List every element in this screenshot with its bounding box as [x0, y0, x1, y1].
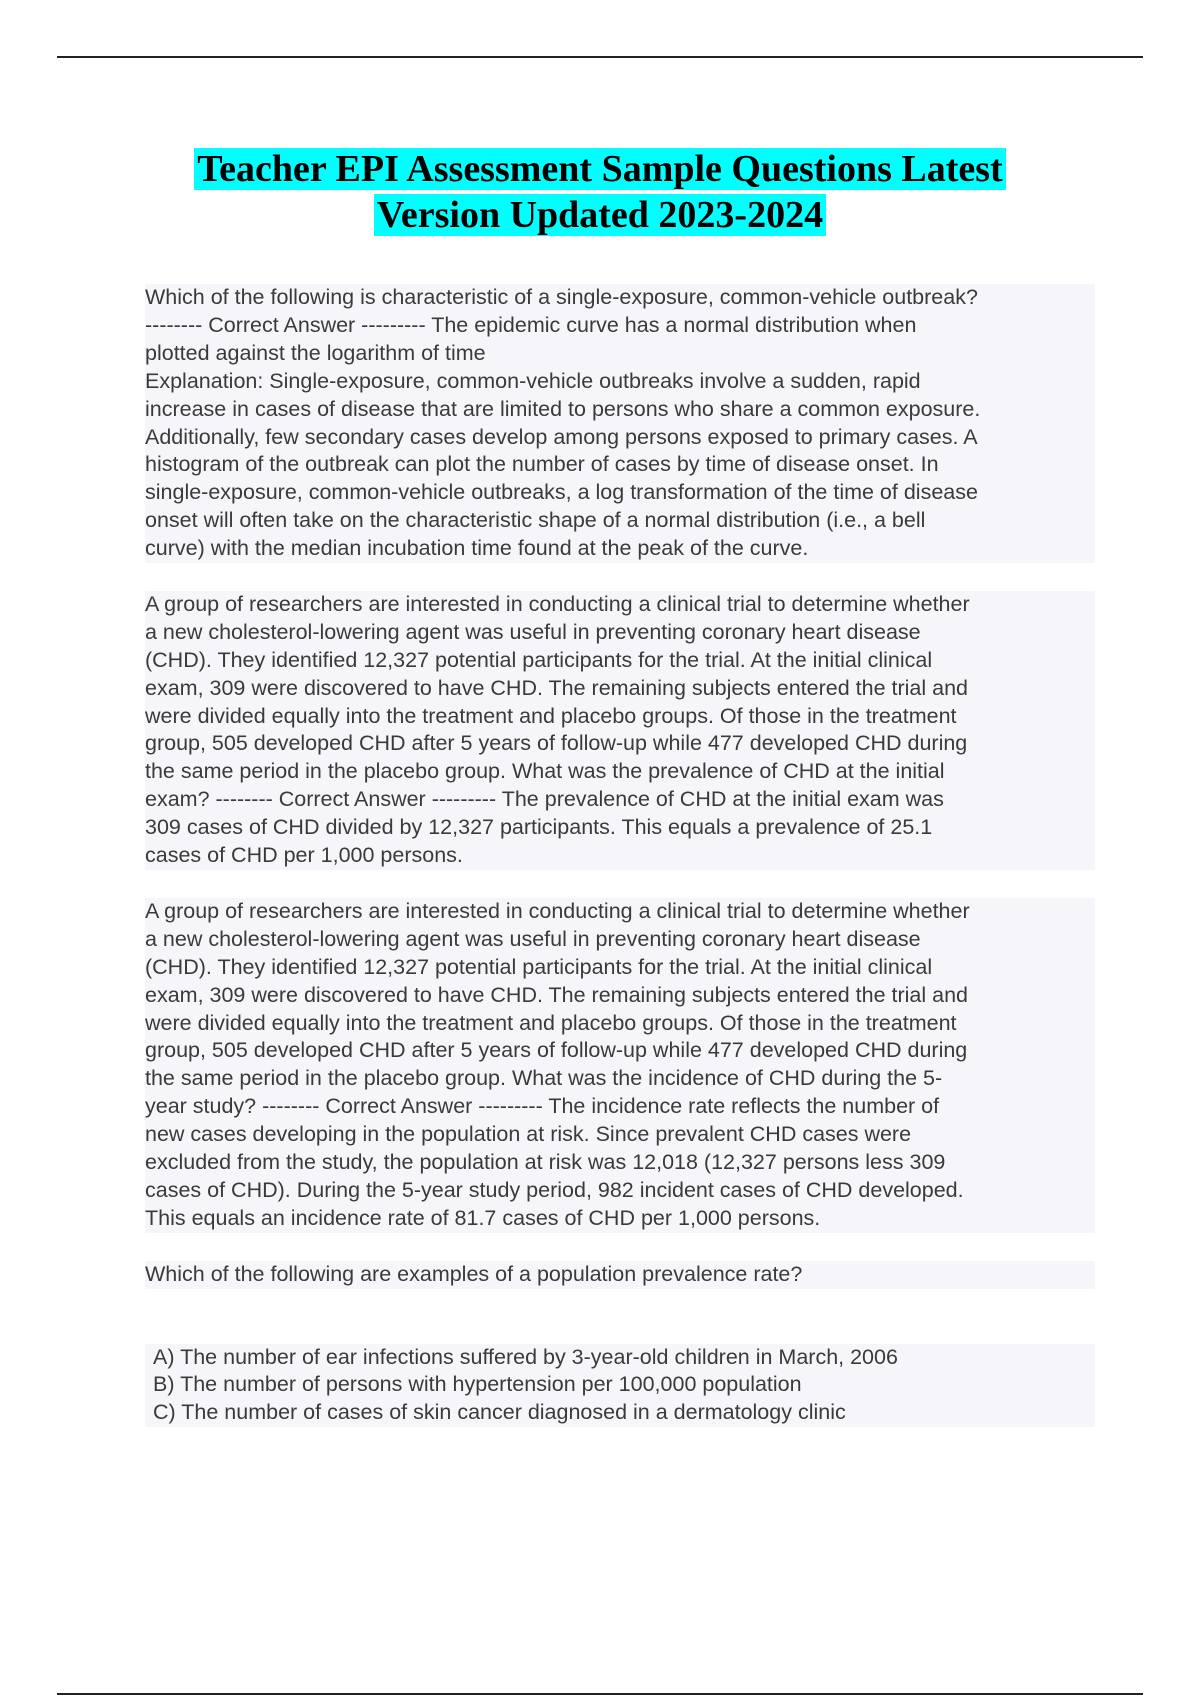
question-2 — [145, 591, 1095, 870]
question-4-text: Which of the following are examples of a population prevalence rate? — [145, 1261, 803, 1286]
text-line: new cases developing in the population at risk. Since prevalent CHD cases were — [145, 1122, 912, 1147]
text-line: histogram of the outbreak can plot the number of cases by time of disease onset. In — [145, 452, 939, 477]
text-line: exam, 309 were discovered to have CHD. The remaining subjects entered the trial and — [145, 675, 969, 700]
text-line: excluded from the study, the population at risk was 12,018 (12,327 persons less 309 — [145, 1150, 946, 1175]
text-line: single-exposure, common-vehicle outbreaks, a log transformation of the time of disease — [145, 480, 978, 505]
question-1 — [145, 284, 1095, 563]
text-line: A group of researchers are interested in conducting a clinical trial to determine whether — [145, 591, 970, 616]
text-line: (CHD). They identified 12,327 potential participants for the trial. At the initial clinical — [145, 954, 933, 979]
text-line: the same period in the placebo group. What was the prevalence of CHD at the initial — [145, 759, 945, 784]
text-line: the same period in the placebo group. What was the incidence of CHD during the 5- — [145, 1066, 943, 1091]
text-line: a new cholesterol-lowering agent was useful in preventing coronary heart disease — [145, 619, 921, 644]
text-line: exam? -------- Correct Answer --------- The prevalence of CHD at the initial exam was — [145, 787, 944, 812]
question-4 — [145, 1261, 1095, 1289]
question-3 — [145, 898, 1095, 1233]
text-line: Additionally, few secondary cases develop among persons exposed to primary cases. A — [145, 424, 978, 449]
text-line: plotted against the logarithm of time — [145, 340, 486, 365]
text-line: curve) with the median incubation time found at the peak of the curve. — [145, 536, 809, 561]
text-line: were divided equally into the treatment and placebo groups. Of those in the treatment — [145, 1010, 957, 1035]
page-title — [0, 146, 1200, 238]
text-line: 309 cases of CHD divided by 12,327 participants. This equals a prevalence of 25.1 — [145, 815, 933, 840]
top-rule — [57, 56, 1143, 58]
question-4-options — [145, 1344, 1095, 1428]
title-line-2: Version Updated 2023-2024 — [374, 194, 826, 236]
text-line: exam, 309 were discovered to have CHD. The remaining subjects entered the trial and — [145, 982, 969, 1007]
text-line: (CHD). They identified 12,327 potential participants for the trial. At the initial clinical — [145, 647, 933, 672]
text-line: cases of CHD). During the 5-year study period, 982 incident cases of CHD developed. — [145, 1177, 964, 1202]
text-line: group, 505 developed CHD after 5 years of follow-up while 477 developed CHD during — [145, 1038, 968, 1063]
text-line: -------- Correct Answer --------- The epidemic curve has a normal distribution when — [145, 312, 917, 337]
text-line: increase in cases of disease that are limited to persons who share a common exposure. — [145, 396, 981, 421]
text-line: a new cholesterol-lowering agent was useful in preventing coronary heart disease — [145, 926, 921, 951]
document-body — [145, 284, 1095, 1427]
text-line: year study? -------- Correct Answer --------- The incidence rate reflects the number of — [145, 1094, 940, 1119]
text-line: This equals an incidence rate of 81.7 cases of CHD per 1,000 persons. — [145, 1205, 821, 1230]
option-a: A) The number of ear infections suffered by 3-year-old children in March, 2006 — [153, 1344, 898, 1369]
title-line-1: Teacher EPI Assessment Sample Questions Latest — [194, 148, 1005, 190]
text-line: onset will often take on the characteristic shape of a normal distribution (i.e., a bell — [145, 508, 926, 533]
bottom-rule — [57, 1693, 1143, 1695]
text-line: A group of researchers are interested in conducting a clinical trial to determine whether — [145, 898, 970, 923]
text-line: group, 505 developed CHD after 5 years of follow-up while 477 developed CHD during — [145, 731, 968, 756]
option-c: C) The number of cases of skin cancer diagnosed in a dermatology clinic — [153, 1400, 846, 1425]
spacer — [145, 1289, 1095, 1344]
text-line: cases of CHD per 1,000 persons. — [145, 843, 463, 868]
option-b: B) The number of persons with hypertension per 100,000 population — [153, 1372, 802, 1397]
text-line: Which of the following is characteristic of a single-exposure, common-vehicle outbreak? — [145, 285, 978, 309]
text-line: Explanation: Single-exposure, common-vehicle outbreaks involve a sudden, rapid — [145, 368, 921, 393]
text-line: were divided equally into the treatment and placebo groups. Of those in the treatment — [145, 703, 957, 728]
